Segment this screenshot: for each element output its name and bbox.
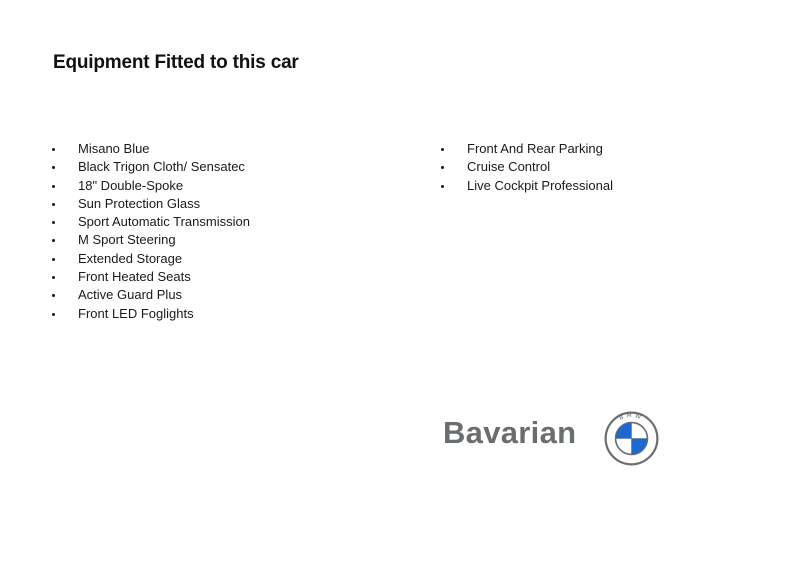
bullet-icon [52, 203, 55, 206]
equipment-item-label: Black Trigon Cloth/ Sensatec [78, 159, 245, 175]
equipment-item [51, 305, 381, 323]
equipment-item-label: Front Heated Seats [78, 269, 191, 285]
equipment-item [51, 195, 381, 213]
bullet-icon [441, 148, 444, 151]
bullet-icon [52, 166, 55, 169]
bullet-icon [52, 185, 55, 188]
equipment-item [440, 158, 760, 176]
equipment-item [51, 213, 381, 231]
equipment-list-right [440, 140, 760, 195]
bullet-icon [52, 148, 55, 151]
equipment-item [440, 140, 760, 158]
page-title: Equipment Fitted to this car [53, 52, 299, 73]
equipment-item-label: Active Guard Plus [78, 287, 183, 303]
bullet-icon [52, 239, 55, 242]
equipment-item [51, 286, 381, 304]
equipment-item [51, 268, 381, 286]
equipment-item [440, 177, 760, 195]
equipment-item [51, 250, 381, 268]
bullet-icon [52, 258, 55, 261]
equipment-item [51, 231, 381, 249]
equipment-item-label: Sport Automatic Transmission [78, 214, 250, 230]
equipment-item-label: 18" Double-Spoke [78, 177, 184, 193]
bullet-icon [52, 294, 55, 297]
dealer-wordmark: Bavarian [443, 415, 577, 450]
equipment-item [51, 140, 381, 158]
equipment-item [51, 177, 381, 195]
bullet-icon [441, 166, 444, 169]
equipment-item-label: Sun Protection Glass [78, 195, 201, 211]
equipment-item [51, 158, 381, 176]
equipment-item-label: Front And Rear Parking [467, 141, 603, 156]
equipment-list-left [51, 140, 381, 323]
equipment-item-label: Cruise Control [467, 159, 551, 175]
bmw-letters: BMW [618, 411, 645, 422]
equipment-item-label: Live Cockpit Professional [467, 177, 613, 193]
equipment-item-label: Front LED Foglights [78, 305, 194, 321]
bullet-icon [52, 276, 55, 279]
equipment-item-label: Extended Storage [78, 250, 183, 266]
equipment-item-label: Misano Blue [78, 141, 150, 156]
bullet-icon [441, 185, 444, 188]
bmw-roundel-icon [604, 411, 659, 466]
equipment-item-label: M Sport Steering [78, 232, 176, 248]
bullet-icon [52, 221, 55, 224]
bullet-icon [52, 313, 55, 316]
dealer-brand [443, 408, 663, 466]
